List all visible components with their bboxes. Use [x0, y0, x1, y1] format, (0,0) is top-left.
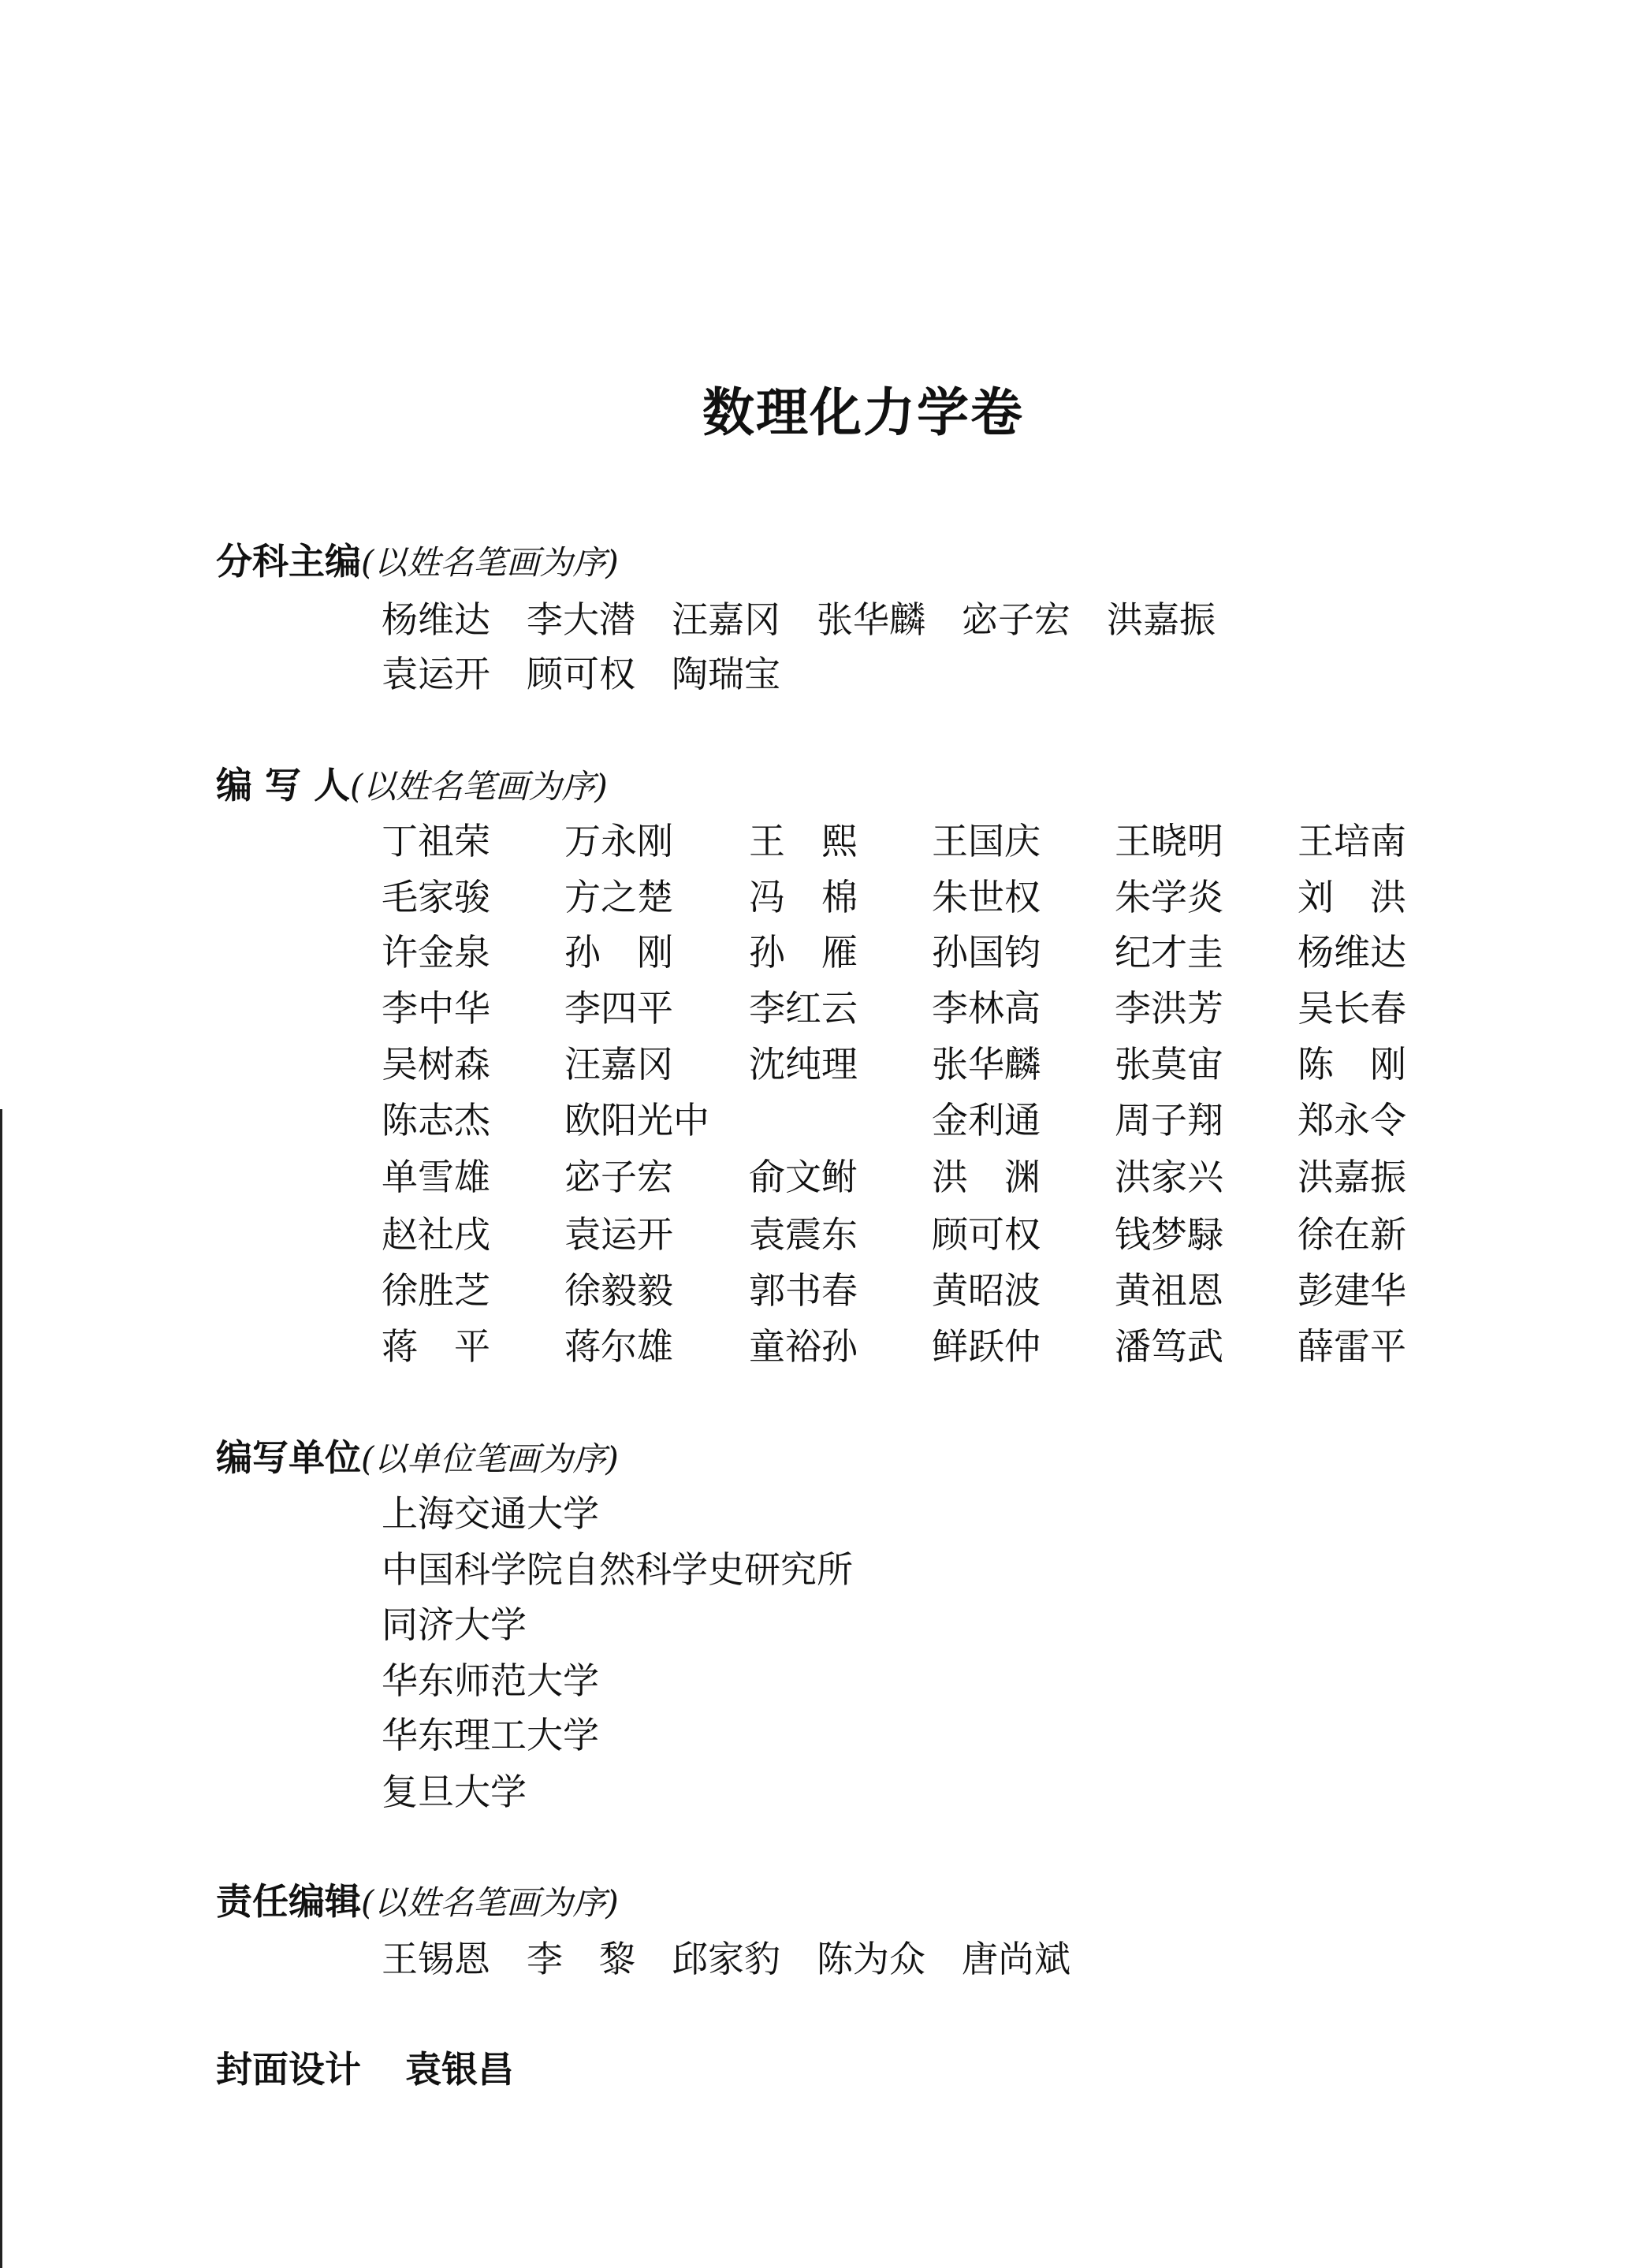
writer-name: 潘笃武	[1115, 1325, 1223, 1368]
chief-editors-line-1: 杨维达 李大潜 汪嘉冈 张华麟 宓子宏 洪嘉振	[382, 598, 1216, 641]
writers-note: (以姓名笔画为序)	[350, 767, 608, 806]
writer-name: 童裕孙	[749, 1325, 858, 1368]
responsible-editors-note: (以姓名笔画为序)	[361, 1883, 619, 1922]
writer-name: 冯 棉	[749, 876, 858, 918]
chief-editors-line-2: 袁运开 顾可权 陶瑞宝	[382, 653, 780, 695]
writer-name: 赵社戌	[382, 1213, 490, 1256]
writer-name: 徐胜芝	[382, 1269, 490, 1312]
responsible-editors-line: 王锡恩 李 黎 邱家豹 陈为众 唐尚斌	[382, 1938, 1070, 1980]
writer-name: 李林高	[932, 987, 1041, 1030]
writer-name: 薛雷平	[1298, 1325, 1406, 1368]
writer-name: 陈 刚	[1298, 1043, 1406, 1086]
unit-item: 复旦大学	[382, 1771, 527, 1813]
writers-row	[382, 1155, 1564, 1199]
writer-name: 俞文鲋	[749, 1156, 858, 1198]
units-heading	[216, 1436, 619, 1481]
writer-name: 万永刚	[564, 820, 673, 862]
units-note: (以单位笔画为序)	[361, 1439, 619, 1478]
writer-name: 顾可权	[932, 1213, 1041, 1256]
chief-editors-heading	[216, 539, 619, 585]
cover-design-heading	[216, 2047, 514, 2091]
writers-row	[382, 1324, 1564, 1369]
volume-title: 数理化力学卷	[702, 382, 1024, 443]
writer-name: 刘 洪	[1298, 876, 1406, 918]
units-label: 编写单位	[216, 1436, 361, 1479]
writers-heading	[216, 763, 608, 809]
writer-name: 杨维达	[1298, 931, 1406, 974]
writer-name: 周子翔	[1115, 1099, 1223, 1141]
writers-row	[382, 930, 1564, 974]
writer-name: 蒋 平	[382, 1325, 490, 1368]
writer-name: 朱世权	[932, 876, 1041, 918]
writer-name: 黄昭波	[932, 1269, 1041, 1312]
writer-name: 钱梦騄	[1115, 1213, 1223, 1256]
writer-name: 孙 刚	[564, 931, 673, 974]
writers-row	[382, 819, 1564, 863]
writer-name: 孙 雁	[749, 931, 858, 974]
writer-name: 黄祖恩	[1115, 1269, 1223, 1312]
writer-name: 单雪雄	[382, 1156, 490, 1198]
writer-name: 毛家骏	[382, 876, 490, 918]
writer-name: 宓子宏	[564, 1156, 673, 1198]
writer-name: 徐在新	[1298, 1213, 1406, 1256]
writer-name: 李中华	[382, 987, 490, 1030]
chief-editors-label: 分科主编	[216, 540, 361, 583]
writer-name: 陈志杰	[382, 1099, 490, 1141]
writer-name: 丁祖荣	[382, 820, 490, 862]
writers-row	[382, 1098, 1564, 1142]
page-edge-line	[0, 1109, 2, 2268]
writer-name: 袁震东	[749, 1213, 858, 1256]
writer-name: 鲜跃仲	[932, 1325, 1041, 1368]
writer-name: 袁运开	[564, 1213, 673, 1256]
cover-design-label: 封面设计	[216, 2048, 361, 2091]
unit-item: 华东师范大学	[382, 1659, 599, 1702]
writer-name: 王培南	[1298, 820, 1406, 862]
writer-name: 欧阳光中	[564, 1099, 709, 1141]
writer-name: 徐毅毅	[564, 1269, 673, 1312]
writer-name: 金利通	[932, 1099, 1041, 1141]
writer-name: 郭书春	[749, 1269, 858, 1312]
writer-name: 李四平	[564, 987, 673, 1030]
writer-name: 朱学炎	[1115, 876, 1223, 918]
writer-name: 纪才圭	[1115, 931, 1223, 974]
writers-row	[382, 1042, 1564, 1086]
responsible-editors-heading	[216, 1879, 619, 1925]
writer-name: 王国庆	[932, 820, 1041, 862]
writer-name: 孙国钧	[932, 931, 1041, 974]
writer-name: 洪家兴	[1115, 1156, 1223, 1198]
writer-name: 吴树森	[382, 1043, 490, 1086]
responsible-editors-label: 责任编辑	[216, 1880, 361, 1923]
writer-name: 方之楚	[564, 876, 673, 918]
writers-row	[382, 986, 1564, 1030]
writer-name: 李洪芳	[1115, 987, 1223, 1030]
writer-name: 王 熙	[749, 820, 858, 862]
writer-name: 许金泉	[382, 931, 490, 974]
writer-name: 张华麟	[932, 1043, 1041, 1086]
writer-name: 张莫宙	[1115, 1043, 1223, 1086]
writer-name: 吴长春	[1298, 987, 1406, 1030]
unit-item: 同济大学	[382, 1603, 527, 1646]
writer-name: 洪 渊	[932, 1156, 1041, 1198]
writers-label: 编 写 人	[216, 764, 351, 806]
cover-designer-name: 袁银昌	[405, 2048, 514, 2091]
writer-name: 郑永令	[1298, 1099, 1406, 1141]
writers-row	[382, 1268, 1564, 1313]
writers-row	[382, 1212, 1564, 1257]
writer-name: 王晓明	[1115, 820, 1223, 862]
writer-name: 蒋尔雄	[564, 1325, 673, 1368]
chief-editors-note: (以姓名笔画为序)	[361, 543, 619, 582]
writer-name: 彭建华	[1298, 1269, 1406, 1312]
unit-item: 上海交通大学	[382, 1492, 599, 1535]
writers-row	[382, 875, 1564, 919]
writer-name: 洪嘉振	[1298, 1156, 1406, 1198]
writer-name: 沈纯理	[749, 1043, 858, 1086]
unit-item: 中国科学院自然科学史研究所	[382, 1548, 853, 1591]
writer-name: 汪嘉冈	[564, 1043, 673, 1086]
writer-name: 李红云	[749, 987, 858, 1030]
unit-item: 华东理工大学	[382, 1714, 599, 1756]
